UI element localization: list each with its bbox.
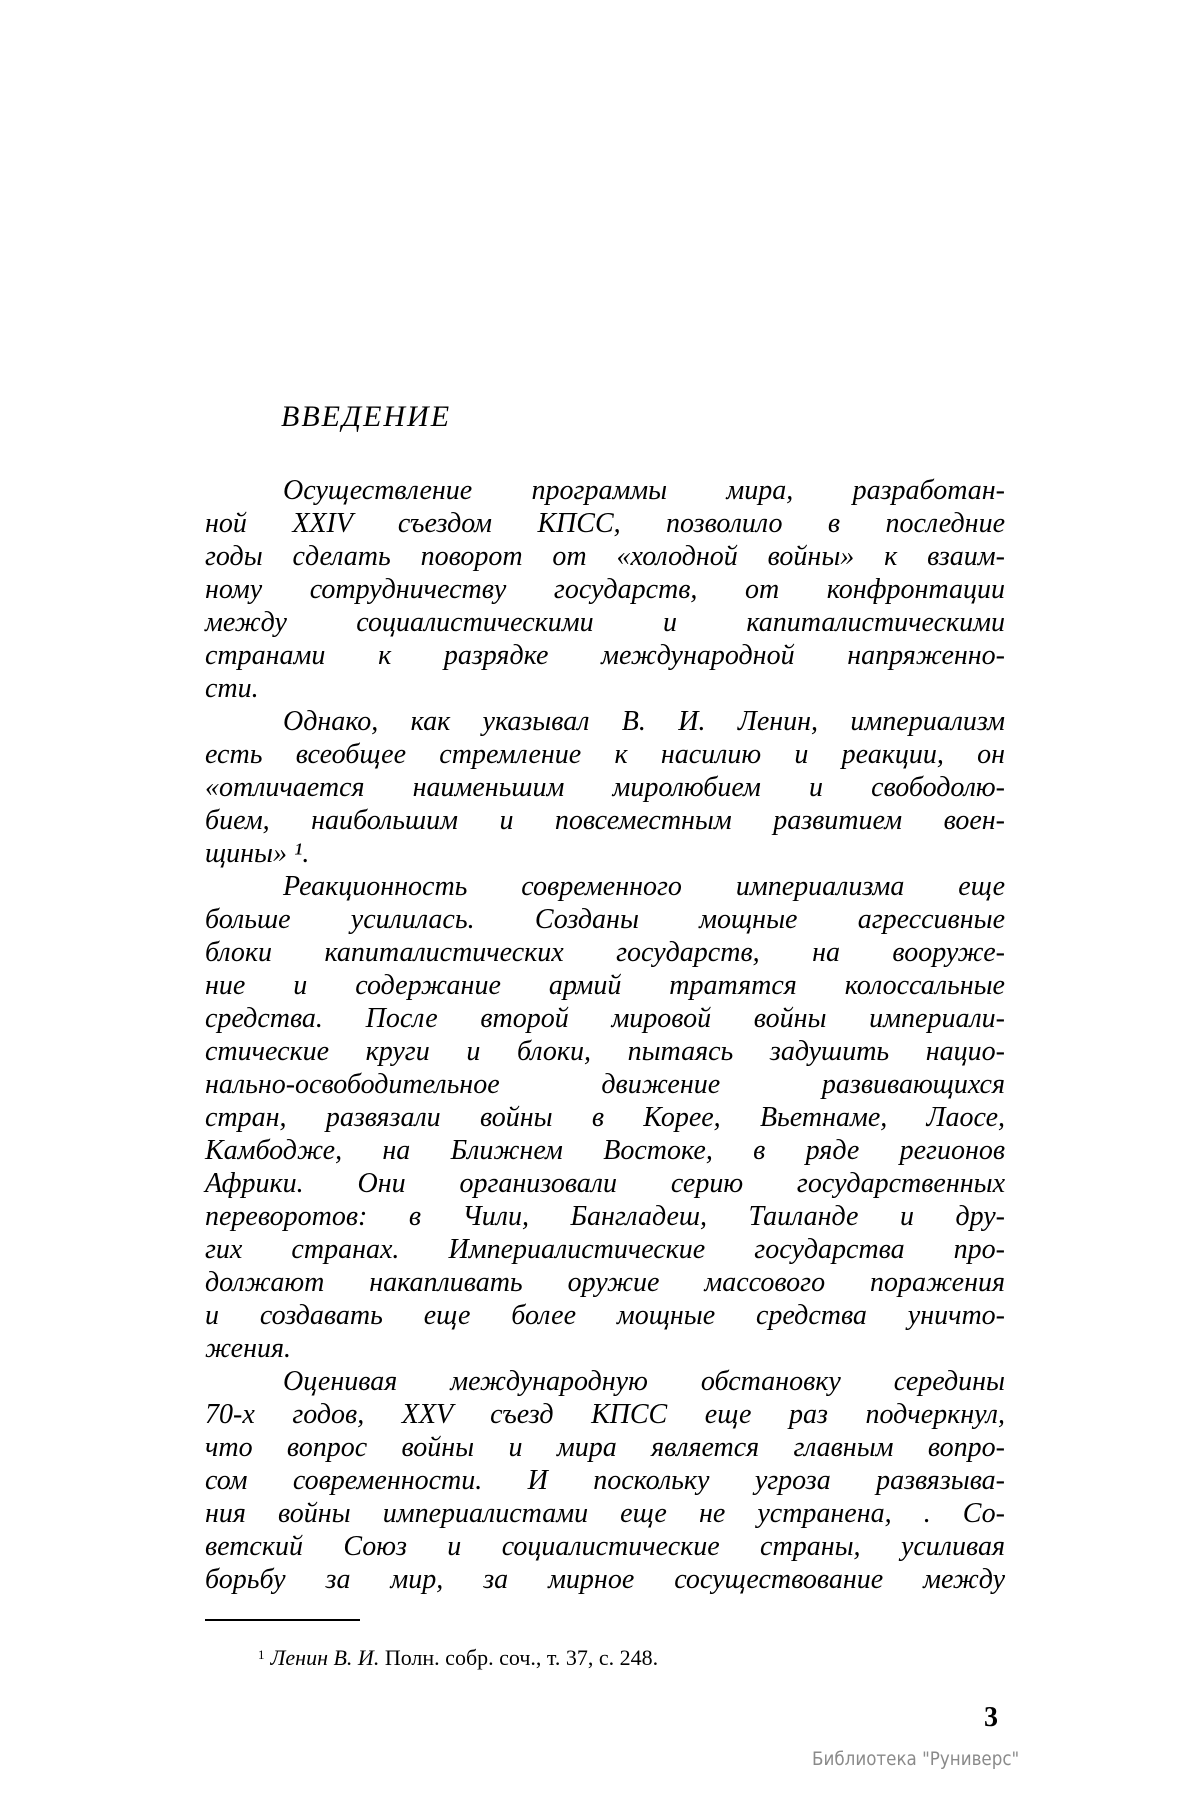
text-line: и создавать еще более мощные средства уничто- — [205, 1300, 1005, 1331]
footnote — [258, 1645, 658, 1671]
text-line: гих странах. Империалистические государства про- — [205, 1234, 1005, 1265]
text-line: бием, наибольшим и повсеместным развитием воен- — [205, 805, 1005, 836]
text-line: странами к разрядке международной напряженно- — [205, 640, 1005, 671]
text-line: Камбодже, на Ближнем Востоке, в ряде регионов — [205, 1135, 1005, 1166]
text-line: Осуществление программы мира, разработан- — [283, 475, 1005, 506]
text-line: ному сотрудничеству государств, от конфронтации — [205, 574, 1005, 605]
footnote-divider — [205, 1619, 360, 1621]
text-line: ной XXIV съездом КПСС, позволило в последние — [205, 508, 1005, 539]
text-line: Оценивая международную обстановку середины — [283, 1366, 1005, 1397]
footnote-author: Ленин В. И. — [270, 1645, 380, 1670]
text-line: должают накапливать оружие массового поражения — [205, 1267, 1005, 1298]
text-line: сом современности. И поскольку угроза развязыва- — [205, 1465, 1005, 1496]
text-line: стран, развязали войны в Корее, Вьетнаме, Лаосе, — [205, 1102, 1005, 1133]
text-line: ние и содержание армий тратятся колоссальные — [205, 970, 1005, 1001]
text-line: сти. — [205, 673, 259, 704]
text-line: годы сделать поворот от «холодной войны» к взаим- — [205, 541, 1005, 572]
text-line: ния войны империалистами еще не устранена, . Со- — [205, 1498, 1005, 1529]
footnote-source: Полн. собр. соч., т. 37, с. 248. — [379, 1645, 659, 1670]
text-line: что вопрос войны и мира является главным вопро- — [205, 1432, 1005, 1463]
text-line: Африки. Они организовали серию государственных — [205, 1168, 1005, 1199]
text-line: 70-х годов, XXV съезд КПСС еще раз подчеркнул, — [205, 1399, 1005, 1430]
footnote-marker: 1 — [258, 1647, 265, 1662]
text-line: жения. — [205, 1333, 292, 1364]
text-line: ветский Союз и социалистические страны, усиливая — [205, 1531, 1005, 1562]
text-line: Однако, как указывал В. И. Ленин, империализм — [283, 706, 1005, 737]
text-line: борьбу за мир, за мирное сосуществование между — [205, 1564, 1005, 1595]
text-line: между социалистическими и капиталистическими — [205, 607, 1005, 638]
text-line: больше усилилась. Созданы мощные агрессивные — [205, 904, 1005, 935]
page-number: 3 — [984, 1702, 998, 1733]
text-line: Реакционность современного империализма еще — [283, 871, 1005, 902]
library-watermark: Библиотека "Руниверс" — [812, 1748, 1020, 1770]
text-line: нально-освободительное движение развивающихся — [205, 1069, 1005, 1100]
text-line: щины» ¹. — [205, 838, 310, 869]
text-line: есть всеобщее стремление к насилию и реакции, он — [205, 739, 1005, 770]
text-line: средства. После второй мировой войны империали- — [205, 1003, 1005, 1034]
text-line: «отличается наименьшим миролюбием и свободолю- — [205, 772, 1005, 803]
chapter-heading: ВВЕДЕНИЕ — [281, 400, 452, 433]
text-line: стические круги и блоки, пытаясь задушить нацио- — [205, 1036, 1005, 1067]
text-line: переворотов: в Чили, Бангладеш, Таиланде и дру- — [205, 1201, 1005, 1232]
text-line: блоки капиталистических государств, на вооруже- — [205, 937, 1005, 968]
